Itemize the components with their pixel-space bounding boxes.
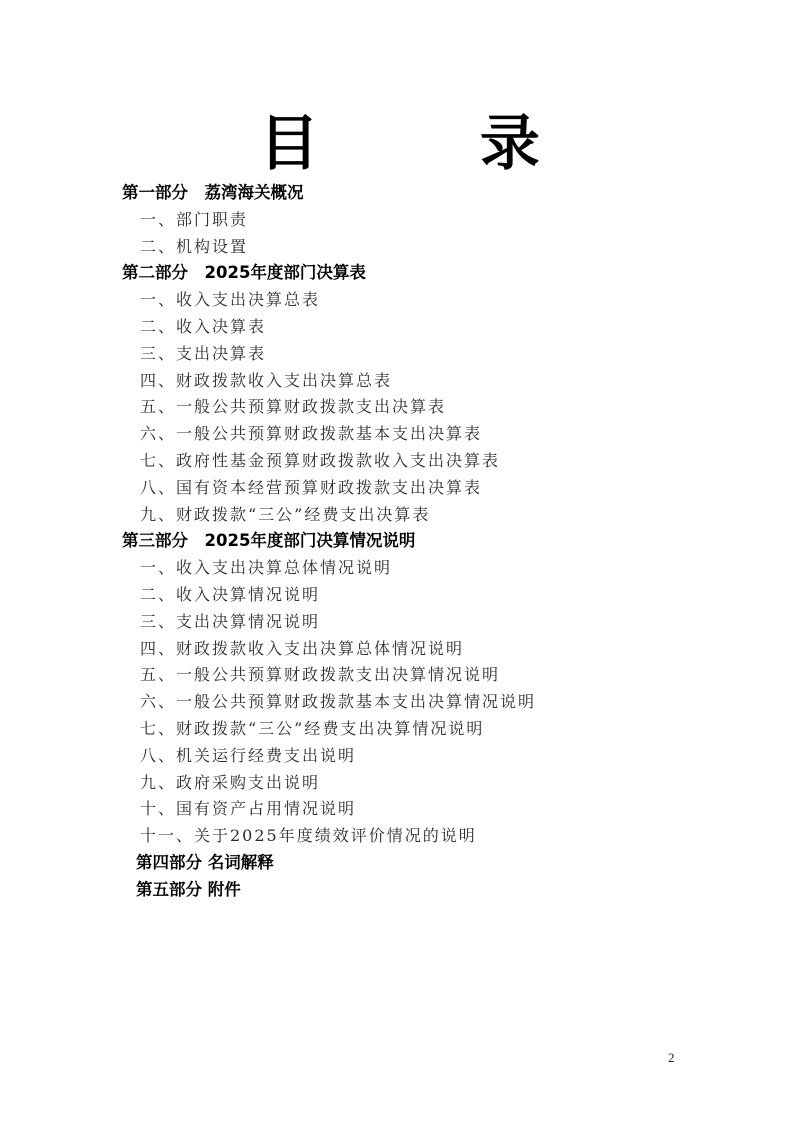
toc-item: 八、机关运行经费支出说明 xyxy=(140,745,357,765)
toc-part-3: 第三部分 2025年度部门决算情况说明 xyxy=(122,531,416,551)
toc-item: 一、部门职责 xyxy=(140,209,249,229)
toc-item: 六、一般公共预算财政拨款基本支出决算情况说明 xyxy=(140,692,537,712)
toc-item: 一、收入支出决算总表 xyxy=(140,290,321,310)
toc-item: 九、财政拨款“三公”经费支出决算表 xyxy=(140,504,431,524)
toc-item: 九、政府采购支出说明 xyxy=(140,772,321,792)
page-title: 目 录 xyxy=(259,109,610,179)
table-of-contents xyxy=(122,180,782,904)
toc-item: 二、收入决算情况说明 xyxy=(140,584,321,604)
toc-item: 十、国有资产占用情况说明 xyxy=(140,799,357,819)
toc-item: 六、一般公共预算财政拨款基本支出决算表 xyxy=(140,424,483,444)
toc-item: 二、收入决算表 xyxy=(140,316,267,336)
toc-item: 五、一般公共预算财政拨款支出决算表 xyxy=(140,397,447,417)
toc-part-2: 第二部分 2025年度部门决算表 xyxy=(122,263,366,283)
toc-item: 一、收入支出决算总体情况说明 xyxy=(140,558,393,578)
toc-item: 十一、关于2025年度绩效评价情况的说明 xyxy=(140,826,477,846)
toc-item: 四、财政拨款收入支出决算总体情况说明 xyxy=(140,638,465,658)
toc-part-1: 第一部分 荔湾海关概况 xyxy=(122,183,304,202)
toc-item: 三、支出决算情况说明 xyxy=(140,611,321,631)
toc-item: 五、一般公共预算财政拨款支出决算情况说明 xyxy=(140,665,501,685)
toc-item: 七、政府性基金预算财政拨款收入支出决算表 xyxy=(140,450,501,470)
toc-item: 三、支出决算表 xyxy=(140,343,267,363)
toc-item: 四、财政拨款收入支出决算总表 xyxy=(140,370,393,390)
toc-item: 二、机构设置 xyxy=(140,236,249,256)
toc-part-5: 第五部分 附件 xyxy=(136,879,241,899)
toc-part-4: 第四部分 名词解释 xyxy=(136,852,274,872)
page-number: 2 xyxy=(668,1050,675,1065)
toc-item: 七、财政拨款“三公”经费支出决算情况说明 xyxy=(140,718,485,738)
toc-item: 八、国有资本经营预算财政拨款支出决算表 xyxy=(140,477,483,497)
